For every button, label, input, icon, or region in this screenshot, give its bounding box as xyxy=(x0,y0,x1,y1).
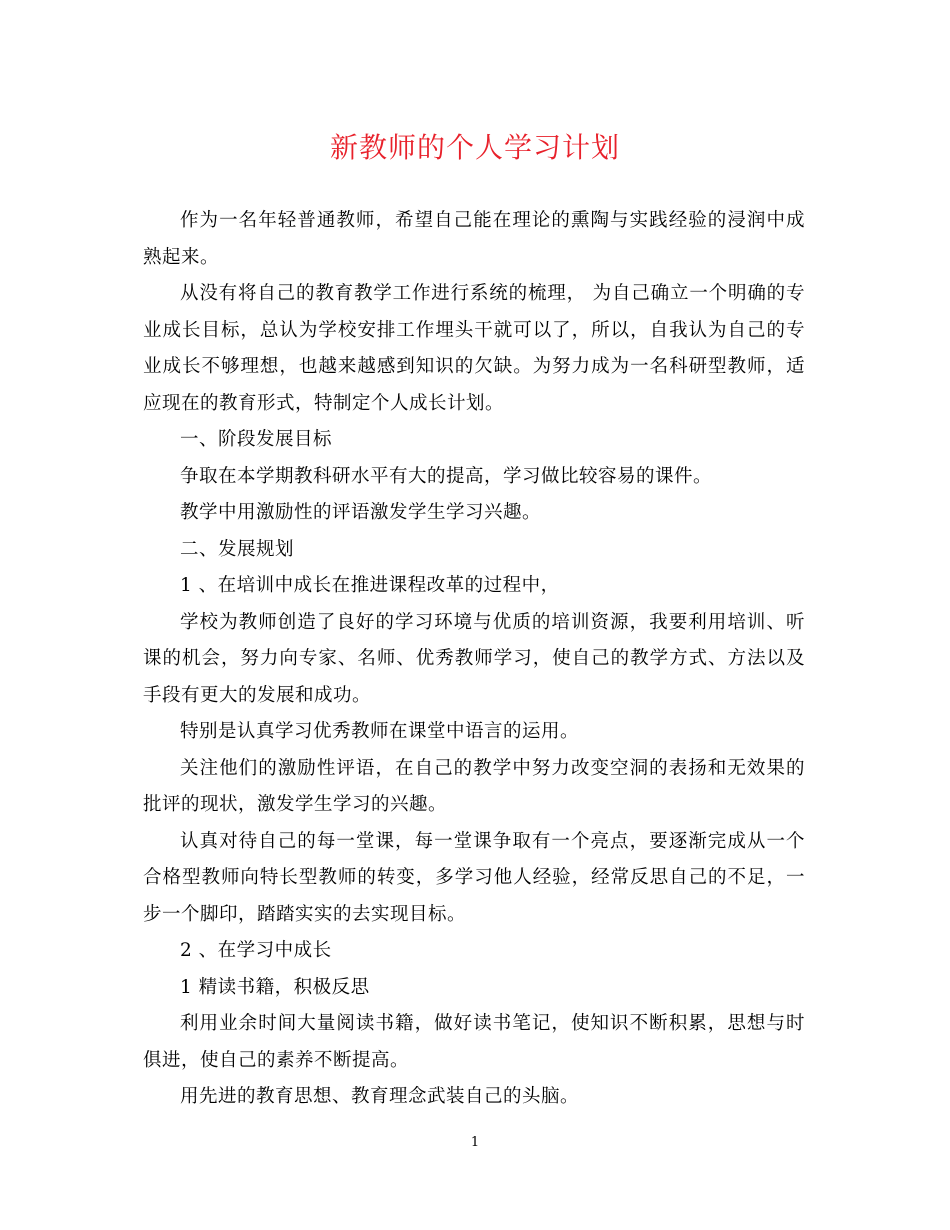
paragraph-background: 从没有将自己的教育教学工作进行系统的梳理， 为自己确立一个明确的专业成长目标，总认为学校安排工作埋头干就可以了，所以，自我认为自己的专业成长不够理想，也越来越感到知识的欠缺。为努力成为一名科研型教师，适应现在的教育形式，特制定个人成长计划。 xyxy=(143,283,805,414)
paragraph-evaluation: 关注他们的激励性评语，在自己的教学中努力改变空洞的表扬和无效果的批评的现状，激发学生学习的兴趣。 xyxy=(143,757,805,815)
paragraph-reading: 利用业余时间大量阅读书籍，做好读书笔记，使知识不断积累，思想与时俱进，使自己的素养不断提高。 xyxy=(143,1013,805,1071)
page-number: 1 xyxy=(470,1135,480,1150)
subheading-learning: 2 、在学习中成长 xyxy=(180,940,332,961)
paragraph-language: 特别是认真学习优秀教师在课堂中语言的运用。 xyxy=(180,721,580,742)
subheading-training: 1 、在培训中成长在推进课程改革的过程中， xyxy=(180,575,560,596)
paragraph-ideas: 用先进的教育思想、教育理念武装自己的头脑。 xyxy=(180,1086,580,1107)
paragraph-intro: 作为一名年轻普通教师，希望自己能在理论的熏陶与实践经验的浸润中成熟起来。 xyxy=(143,210,805,268)
paragraph-training: 学校为教师创造了良好的学习环境与优质的培训资源，我要利用培训、听课的机会，努力向专家、名师、优秀教师学习，使自己的教学方式、方法以及手段有更大的发展和成功。 xyxy=(143,611,805,706)
paragraph-each-lesson: 认真对待自己的每一堂课，每一堂课争取有一个亮点，要逐渐完成从一个合格型教师向特长型教师的转变，多学习他人经验，经常反思自己的不足，一步一个脚印，踏踏实实的去实现目标。 xyxy=(143,830,805,925)
subheading-reading: 1 精读书籍，积极反思 xyxy=(180,976,370,998)
paragraph-goal-2: 教学中用激励性的评语激发学生学习兴趣。 xyxy=(180,502,542,523)
section-heading-goals: 一、阶段发展目标 xyxy=(180,429,333,450)
document-title: 新教师的个人学习计划 xyxy=(329,131,620,164)
section-heading-plan: 二、发展规划 xyxy=(180,538,295,560)
document-body xyxy=(143,203,805,1116)
paragraph-goal-1: 争取在本学期教科研水平有大的提高，学习做比较容易的课件。 xyxy=(180,465,713,487)
